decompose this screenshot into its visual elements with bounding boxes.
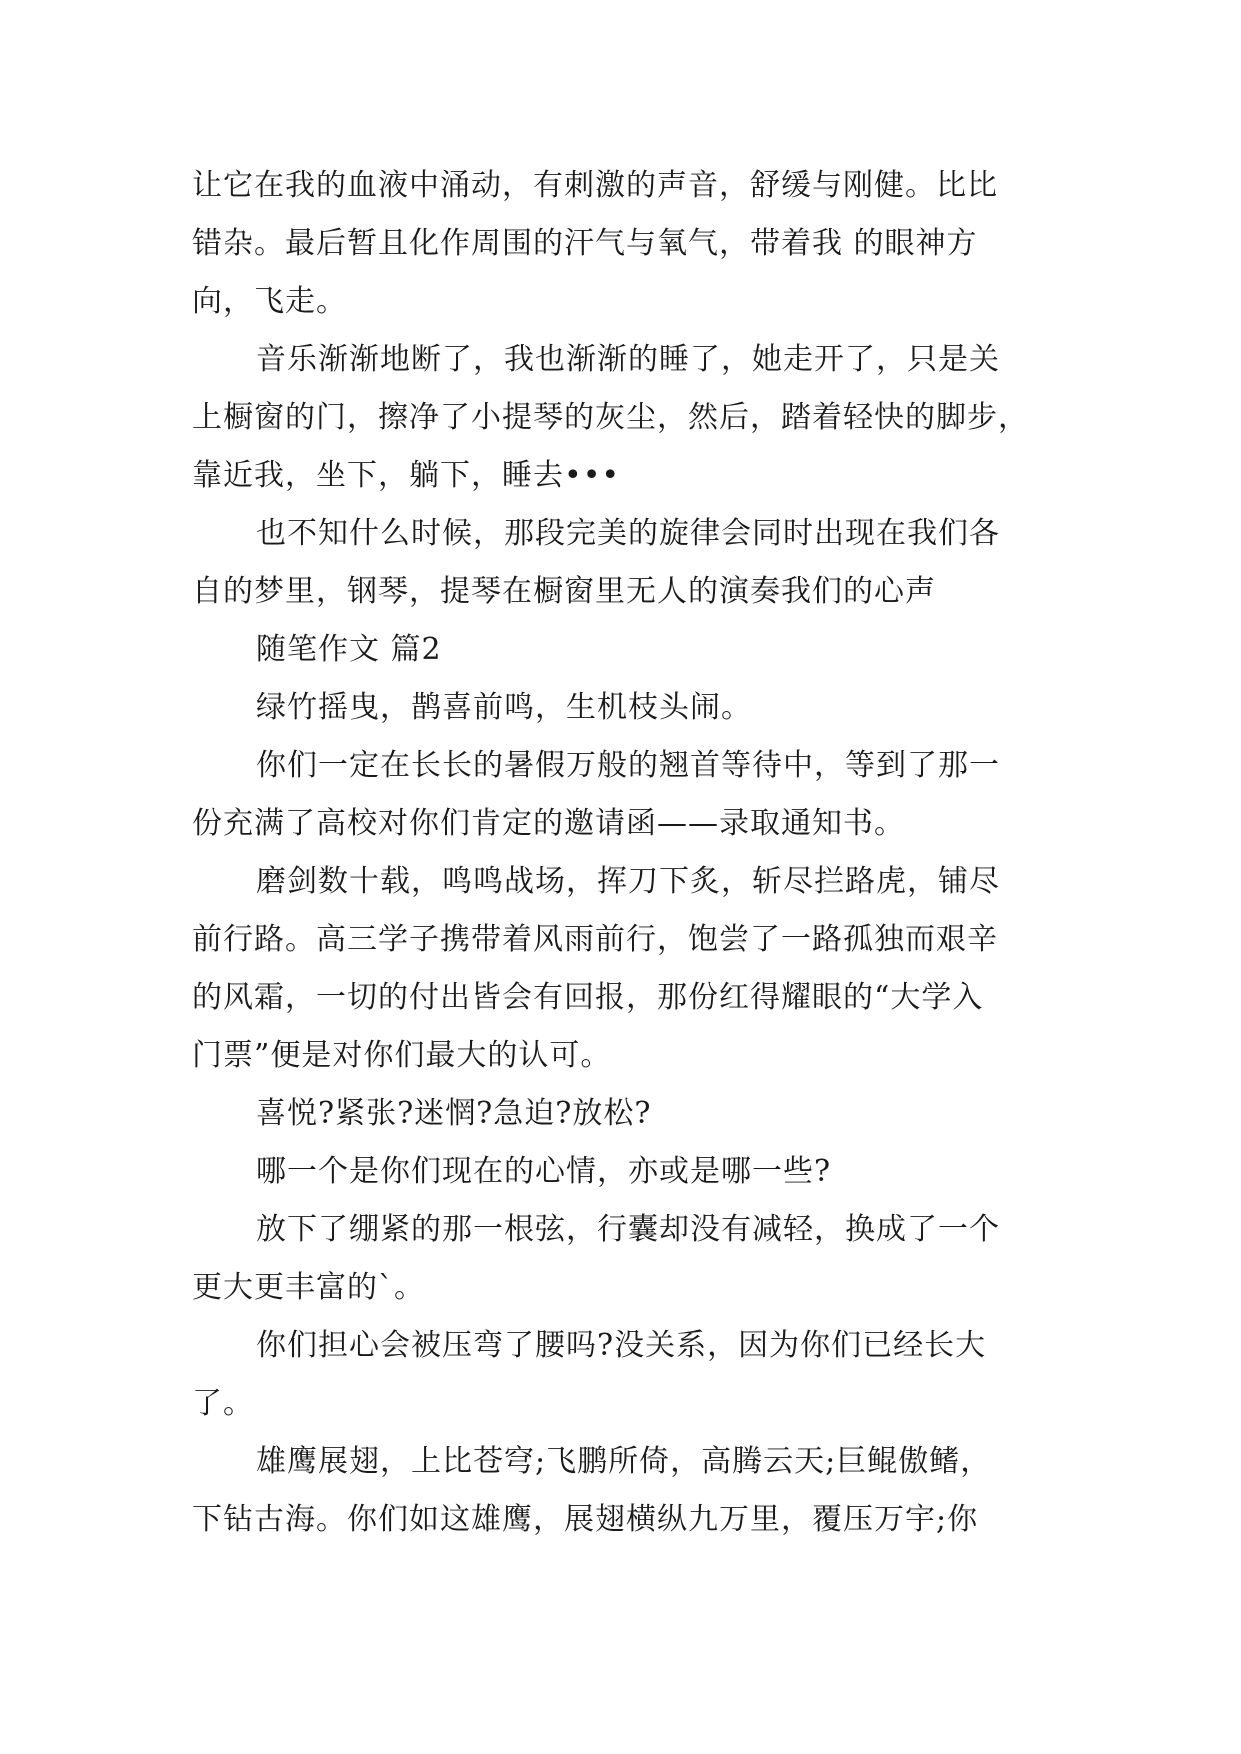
text-line: 下钻古海。你们如这雄鹰，展翅横纵九万里，覆压万宇;你 [192, 1502, 979, 1537]
text-line: 了。 [192, 1386, 254, 1421]
paragraph-start-line: 喜悦?紧张?迷惘?急迫?放松? [256, 1096, 652, 1131]
text-line: 门票”便是对你们最大的认可。 [192, 1038, 612, 1073]
text-line: 让它在我的血液中涌动，有刺激的声音，舒缓与刚健。比比 [192, 168, 998, 203]
text-line: 向，飞走。 [192, 284, 347, 319]
document-body [192, 157, 1064, 1549]
text-line: 靠近我，坐下，躺下，睡去••• [192, 458, 621, 493]
paragraph-start-line: 放下了绷紧的那一根弦，行囊却没有减轻，换成了一个 [256, 1212, 1000, 1247]
paragraph-start-line: 绿竹摇曳，鹊喜前鸣，生机枝头闹。 [256, 690, 752, 725]
paragraph-start-line: 雄鹰展翅，上比苍穹;飞鹏所倚，高腾云天;巨鲲傲鳍， [256, 1444, 992, 1479]
paragraph-start-line: 哪一个是你们现在的心情，亦或是哪一些? [256, 1154, 832, 1189]
paragraph-start-line: 也不知什么时候，那段完美的旋律会同时出现在我们各 [256, 516, 1000, 551]
paragraph-start-line: 磨剑数十载，鸣鸣战场，挥刀下炙，斩尽拦路虎，铺尽 [256, 864, 1000, 899]
text-line: 自的梦里，钢琴，提琴在橱窗里无人的演奏我们的心声 [192, 574, 936, 609]
text-line: 份充满了高校对你们肯定的邀请函——录取通知书。 [192, 806, 905, 841]
text-line: 更大更丰富的`。 [192, 1270, 425, 1305]
paragraph-start-line: 你们一定在长长的暑假万般的翘首等待中，等到了那一 [256, 748, 1000, 783]
paragraph-start-line: 你们担心会被压弯了腰吗?没关系，因为你们已经长大 [256, 1328, 987, 1363]
text-line: 前行路。高三学子携带着风雨前行，饱尝了一路孤独而艰辛 [192, 922, 998, 957]
text-line: 上橱窗的门，擦净了小提琴的灰尘，然后，踏着轻快的脚步， [192, 400, 1029, 435]
text-line: 的风霜，一切的付出皆会有回报，那份红得耀眼的“大学入 [192, 980, 984, 1015]
text-line: 错杂。最后暂且化作周围的汗气与氧气，带着我 的眼神方 [192, 226, 978, 261]
paragraph-start-line: 音乐渐渐地断了，我也渐渐的睡了，她走开了，只是关 [256, 342, 1000, 377]
section-heading: 随笔作文 篇2 [256, 632, 442, 667]
